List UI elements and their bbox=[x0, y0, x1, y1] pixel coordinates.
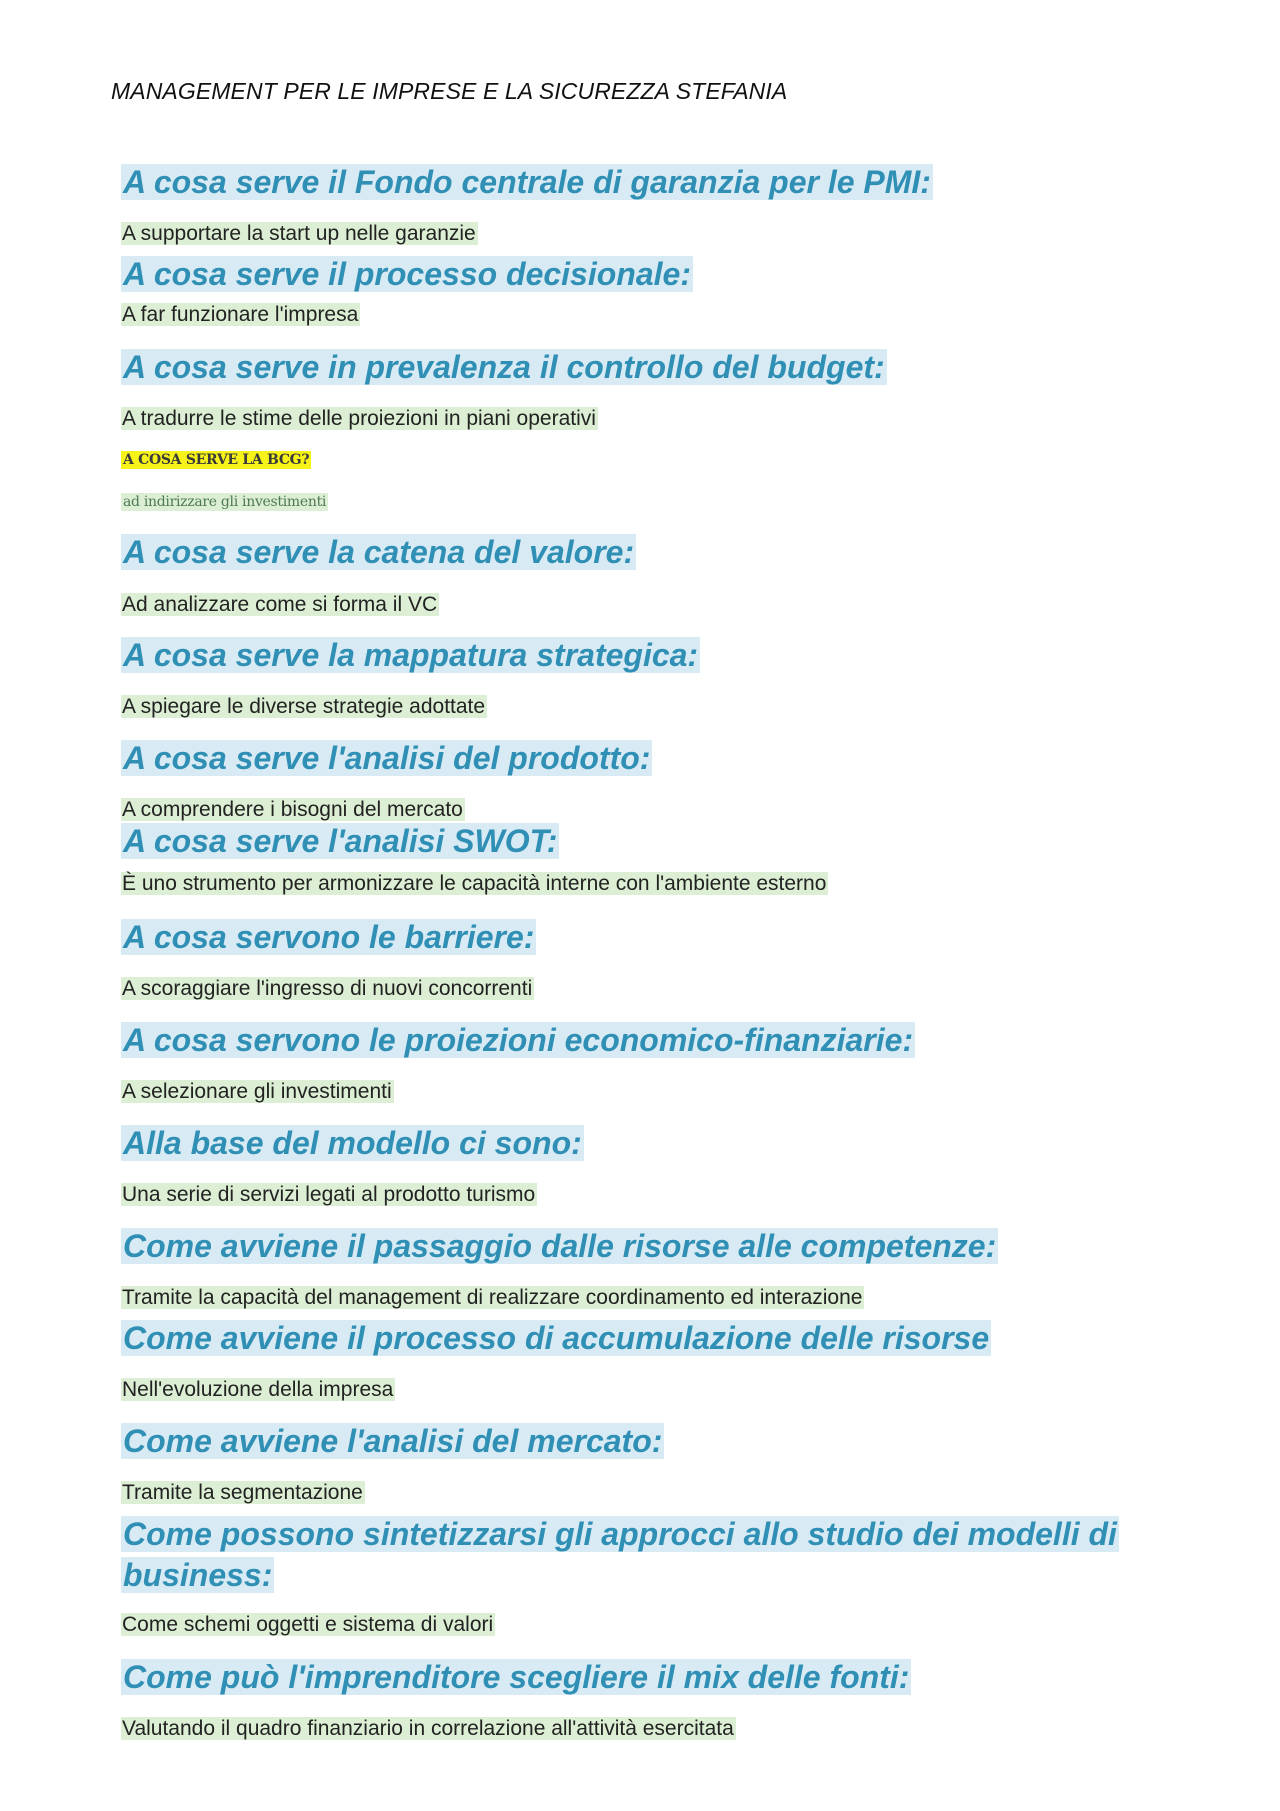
answer-text: A selezionare gli investimenti bbox=[122, 1080, 392, 1103]
answer-text: Tramite la segmentazione bbox=[122, 1481, 363, 1504]
question-heading: A cosa servono le proiezioni economico-finanziarie: bbox=[123, 1022, 914, 1058]
answer-text: Una serie di servizi legati al prodotto turismo bbox=[122, 1183, 536, 1206]
question-heading-bcg: A COSA SERVE LA BCG? bbox=[123, 452, 310, 468]
question-heading: Come avviene l'analisi del mercato: bbox=[123, 1423, 663, 1459]
question-heading: A cosa servono le barriere: bbox=[123, 919, 535, 955]
answer-text: Valutando il quadro finanziario in correlazione all'attività esercitata bbox=[122, 1717, 734, 1740]
answer-text: A far funzionare l'impresa bbox=[122, 303, 359, 326]
question-heading: Come possono sintetizzarsi gli approcci allo studio dei modelli di business: bbox=[123, 1516, 1117, 1593]
question-heading: Alla base del modello ci sono: bbox=[123, 1125, 582, 1161]
answer-text: A spiegare le diverse strategie adottate bbox=[122, 695, 486, 718]
question-heading: Come può l'imprenditore scegliere il mix delle fonti: bbox=[123, 1659, 910, 1695]
answer-text: Nell'evoluzione della impresa bbox=[122, 1378, 394, 1401]
question-heading: A cosa serve l'analisi SWOT: bbox=[123, 823, 558, 859]
question-heading: A cosa serve il Fondo centrale di garanzia per le PMI: bbox=[123, 164, 931, 200]
answer-text: A scoraggiare l'ingresso di nuovi concorrenti bbox=[122, 977, 533, 1000]
page-header: MANAGEMENT PER LE IMPRESE E LA SICUREZZA STEFANIA bbox=[111, 78, 788, 104]
question-heading: A cosa serve la mappatura strategica: bbox=[123, 637, 699, 673]
question-heading: Come avviene il processo di accumulazione delle risorse bbox=[123, 1320, 990, 1356]
answer-text: Tramite la capacità del management di realizzare coordinamento ed interazione bbox=[122, 1286, 863, 1309]
answer-text: A tradurre le stime delle proiezioni in piani operativi bbox=[122, 407, 596, 430]
answer-text: A supportare la start up nelle garanzie bbox=[122, 222, 476, 245]
question-heading: A cosa serve in prevalenza il controllo del budget: bbox=[123, 349, 885, 385]
question-heading: Come avviene il passaggio dalle risorse alle competenze: bbox=[123, 1228, 997, 1264]
answer-text-bcg: ad indirizzare gli investimenti bbox=[123, 494, 327, 510]
answer-text: A comprendere i bisogni del mercato bbox=[122, 798, 463, 821]
answer-text: È uno strumento per armonizzare le capacità interne con l'ambiente esterno bbox=[122, 872, 827, 895]
question-heading: A cosa serve l'analisi del prodotto: bbox=[123, 740, 651, 776]
answer-text: Come schemi oggetti e sistema di valori bbox=[122, 1613, 494, 1636]
question-heading: A cosa serve la catena del valore: bbox=[123, 534, 635, 570]
question-heading: A cosa serve il processo decisionale: bbox=[123, 256, 691, 292]
answer-text: Ad analizzare come si forma il VC bbox=[122, 593, 438, 616]
